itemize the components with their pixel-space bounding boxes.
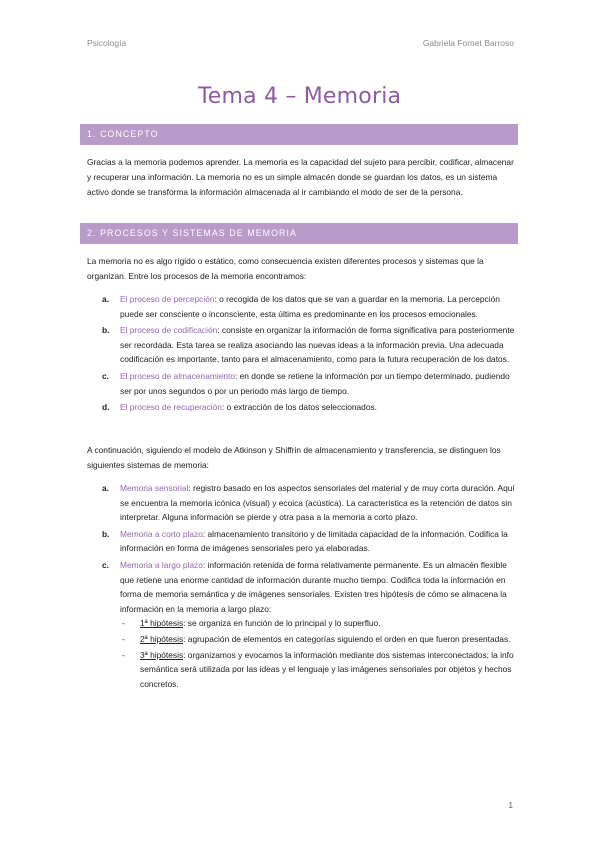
list-marker: b.	[102, 325, 110, 336]
hypothesis-text: : se organiza en función de lo principal y lo superfluo.	[183, 618, 381, 629]
process-description: : consiste en organizar la información de forma significativa para posteriormente ser recordada. Esta tarea se realiza asociando las nuevas ideas a la información previa. Una adecuada codificación es importante, tanto para el almacenamiento, como para la futura recuperación de los datos.	[120, 325, 515, 365]
page-title: Tema 4 – Memoria	[197, 84, 402, 109]
system-term: Memoria sensorial	[120, 483, 189, 493]
section-heading-concepto: 1. CONCEPTO	[80, 124, 518, 145]
system-description: : almacenamiento transitorio y de limitada capacidad de la información. Codifica la información en forma de imágenes sensoriales pero ya elaboradas.	[120, 528, 508, 554]
hypothesis-label: 1ª hipótesis	[140, 618, 184, 629]
process-description: : o recogida de los datos que se van a guardar en la memoria. La percepción puede ser consciente o inconsciente, esta última es predominante en los procesos emocionales.	[120, 294, 500, 319]
hypothesis-item	[120, 648, 517, 692]
list-marker: a.	[102, 294, 109, 304]
page-number: 1	[508, 801, 513, 810]
hypothesis-text: : agrupación de elementos en categorías siguiendo el orden en que fueron presentadas.	[183, 633, 511, 644]
system-term: Memoria a largo plazo	[120, 559, 203, 570]
system-term: Memoria a corto plazo	[120, 528, 203, 539]
list-item	[87, 369, 517, 398]
system-description: : información retenida de forma relativamente permanente. Es un almacén flexible que retiene una enorme cantidad de información durante mucho tiempo. Codifica toda la información en forma de memoria semántica y de imágenes sensoriales. Existen tres hipótesis de cómo se almacena la información en la memoria a largo plazo:	[120, 559, 507, 614]
list-marker: b.	[102, 528, 110, 539]
list-item	[87, 527, 517, 556]
processes-list	[87, 292, 517, 417]
list-item	[87, 400, 517, 415]
hypothesis-item	[120, 616, 517, 631]
hypothesis-text: : organizamos y evocamos la información mediante dos sistemas interconectados; la info semántica será utilizada por las ideas y el lenguaje y las imágenes sensoriales por objetos y hechos concretos.	[140, 649, 514, 689]
list-item	[87, 558, 517, 691]
process-term: El proceso de recuperación	[120, 402, 222, 413]
header-author: Gabriela Fornet Barroso	[422, 38, 514, 48]
sistemas-intro: A continuación, siguiendo el modelo de Atkinson y Shiffrin de almacenamiento y transferencia, se distinguen los siguientes sistemas de memoria:	[87, 445, 501, 471]
systems-list	[87, 481, 517, 693]
process-term: El proceso de codificación	[120, 325, 218, 336]
header-subject: Psicología	[87, 38, 127, 48]
procesos-intro: La memoria no es algo rígido o estático, como consecuencia existen diferentes procesos y sistemas que la organizan. Entre los procesos de la memoria encontramos:	[87, 256, 484, 282]
process-term: El proceso de almacenamiento	[120, 370, 235, 381]
list-item	[87, 292, 517, 321]
list-marker: c.	[102, 559, 109, 570]
list-dash: -	[122, 618, 125, 629]
list-marker: d.	[102, 402, 110, 413]
hypothesis-item	[120, 632, 517, 647]
hypothesis-label: 2ª hipótesis	[140, 633, 184, 644]
hypothesis-label: 3ª hipótesis	[140, 649, 184, 660]
section-heading-procesos: 2. PROCESOS Y SISTEMAS DE MEMORIA	[80, 223, 518, 244]
process-description: : en donde se retiene la información por un tiempo determinado, pudiendo ser por unos segundos o por un periodo más largo de tiempo.	[120, 370, 510, 396]
list-item	[87, 481, 517, 525]
list-dash: -	[122, 633, 125, 644]
process-term: El proceso de percepción	[120, 294, 215, 304]
hypotheses-list	[120, 616, 517, 691]
list-item	[87, 323, 517, 367]
list-marker: a.	[102, 483, 109, 493]
process-description: : o extracción de los datos seleccionados.	[221, 402, 377, 413]
section-concepto-text: Gracias a la memoria podemos aprender. La memoria es la capacidad del sujeto para percibir, codificar, almacenar y recuperar una información. La memoria no es un simple almacén donde se guardan los datos, es un sistema activo donde se transforma la información almacenada al ir cambiando el modo de ser de la persona.	[87, 157, 514, 198]
list-marker: c.	[102, 370, 109, 381]
system-description: : registro basado en los aspectos sensoriales del material y de muy corta duración. Aquí se encuentra la memoria icónica (visual) y ecoica (acústica). La característica es la retención de datos sin interpretar. Alguna información se pierde y otra pasa a la memoria a corto plazo.	[120, 483, 515, 523]
list-dash: -	[122, 649, 125, 660]
